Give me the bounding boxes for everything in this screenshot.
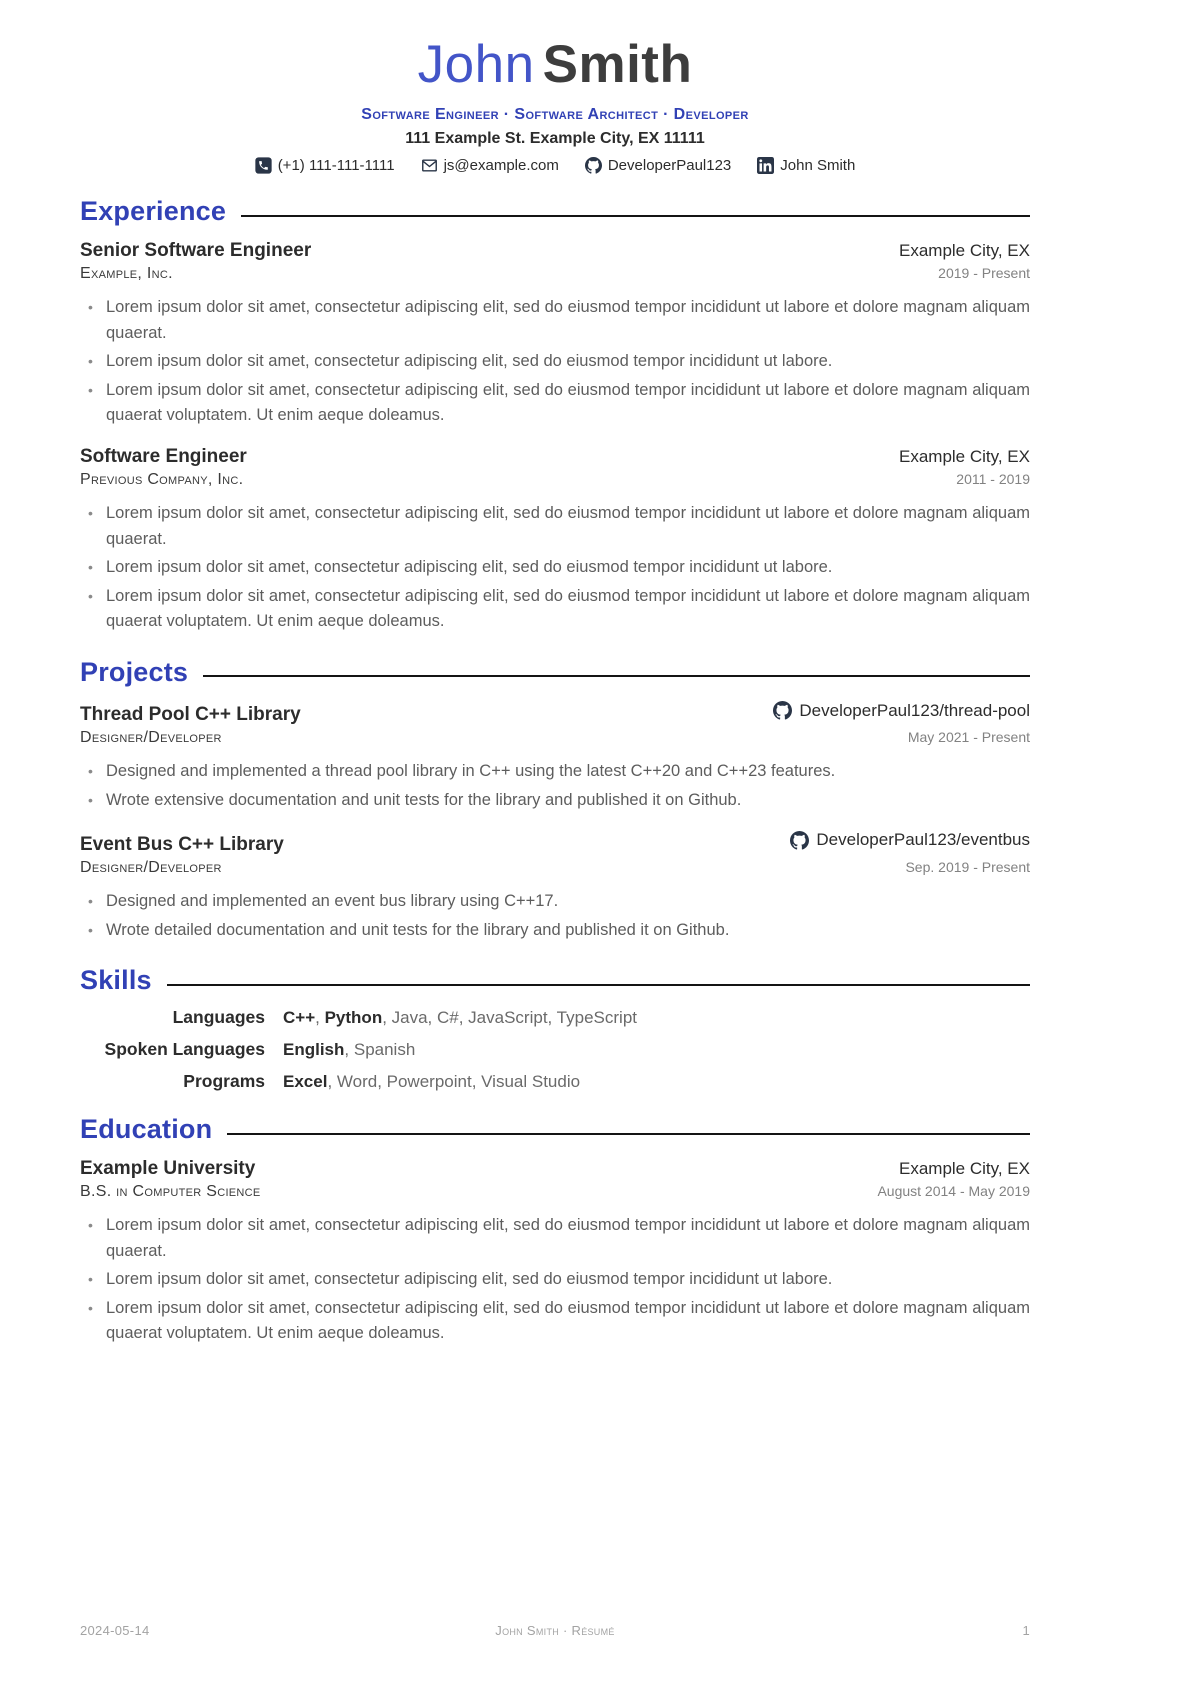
project-dates: Sep. 2019 - Present [905, 858, 1030, 875]
section-experience [80, 196, 1030, 635]
skill-label: Languages [172, 1007, 265, 1028]
skill-value-part: English [283, 1040, 345, 1060]
section-title: Skills [80, 965, 152, 996]
bullet-item: • Lorem ipsum dolor sit amet, consectetur adipiscing elit, sed do eiusmod tempor incididunt ut labore et dolore magnam aliquam quaerat voluptatem. Ut enim aeque doleamus. [80, 1296, 1030, 1347]
bullet-item: • Wrote extensive documentation and unit tests for the library and published it on Github. [80, 788, 1030, 814]
bullet-item: • Wrote detailed documentation and unit tests for the library and published it on Github. [80, 918, 1030, 944]
section-projects [80, 657, 1030, 943]
section-education-header [80, 1114, 1030, 1145]
first-name: John [417, 35, 535, 94]
project-title: Thread Pool C++ Library [80, 704, 301, 726]
skill-value-part: , Spanish [344, 1040, 416, 1060]
bullet-list [80, 1213, 1030, 1347]
address: 111 Example St. Example City, EX 11111 [405, 130, 705, 148]
phone-icon [255, 157, 272, 174]
contact-row [80, 157, 1030, 174]
section-title: Experience [80, 196, 227, 227]
linkedin-icon [757, 157, 774, 174]
skill-value-part: , Word, Powerpoint, Visual Studio [327, 1072, 581, 1092]
school-name: Example University [80, 1158, 256, 1180]
job-title: Senior Software Engineer [80, 240, 312, 262]
last-name: Smith [542, 35, 693, 94]
bullet-item: • Designed and implemented an event bus library using C++17. [80, 889, 1030, 915]
job-title: Software Engineer [80, 446, 247, 468]
section-skills-header [80, 965, 1030, 996]
bullet-list [80, 889, 1030, 943]
section-title: Education [80, 1114, 213, 1145]
education-dates: August 2014 - May 2019 [877, 1183, 1030, 1200]
section-rule [241, 215, 1030, 217]
section-title: Projects [80, 656, 189, 687]
bullet-item: • Lorem ipsum dolor sit amet, consectetur adipiscing elit, sed do eiusmod tempor incididunt ut labore et dolore magnam aliquam quaerat voluptatem. Ut enim aeque doleamus. [80, 584, 1030, 635]
job-dates: 2019 - Present [938, 265, 1030, 282]
project-role: Designer/Developer [80, 729, 222, 747]
experience-entry [80, 446, 1030, 635]
section-skills [80, 965, 1030, 1092]
project-role: Designer/Developer [80, 858, 222, 876]
degree: B.S. in Computer Science [80, 1183, 261, 1201]
bullet-item: • Lorem ipsum dolor sit amet, consectetur adipiscing elit, sed do eiusmod tempor incididunt ut labore et dolore magnam aliquam quaerat voluptatem. Ut enim aeque doleamus. [80, 378, 1030, 429]
section-rule [167, 984, 1030, 986]
project-dates: May 2021 - Present [907, 729, 1030, 746]
job-dates: 2011 - 2019 [956, 471, 1030, 488]
project-repo-link[interactable] [790, 830, 1030, 850]
github-icon [585, 157, 602, 174]
bullet-item: • Designed and implemented a thread pool library in C++ using the latest C++20 and C++23 features. [80, 759, 1030, 785]
bullet-item: • Lorem ipsum dolor sit amet, consectetur adipiscing elit, sed do eiusmod tempor incididunt ut labore. [80, 1267, 1030, 1293]
contact-email[interactable] [421, 157, 559, 174]
skill-row [80, 1039, 1030, 1060]
skill-value [283, 1040, 415, 1060]
skill-value-part: C++ [283, 1008, 316, 1028]
experience-entry [80, 240, 1030, 429]
section-experience-header [80, 196, 1030, 227]
skill-value-part: , Java, C#, JavaScript, TypeScript [382, 1008, 637, 1028]
bullet-item: • Lorem ipsum dolor sit amet, consectetur adipiscing elit, sed do eiusmod tempor incididunt ut labore. [80, 349, 1030, 375]
contact-github-text: DeveloperPaul123 [607, 157, 732, 175]
project-entry [80, 701, 1030, 814]
section-rule [203, 675, 1030, 677]
github-icon [773, 701, 792, 720]
skill-value [283, 1008, 637, 1028]
bullet-item: • Lorem ipsum dolor sit amet, consectetur adipiscing elit, sed do eiusmod tempor incididunt ut labore et dolore magnam aliquam quaerat. [80, 501, 1030, 552]
project-repo-text: DeveloperPaul123/eventbus [816, 830, 1030, 850]
skill-value-part: Excel [283, 1072, 328, 1092]
job-location: Example City, EX [898, 447, 1030, 467]
project-title: Event Bus C++ Library [80, 833, 284, 855]
footer-date: 2024-05-14 [80, 1623, 150, 1638]
github-icon [790, 831, 809, 850]
skill-label: Spoken Languages [104, 1039, 265, 1060]
section-projects-header [80, 657, 1030, 688]
resume-header [80, 36, 1030, 174]
skill-value-part: Python [324, 1008, 383, 1028]
skill-value [283, 1072, 580, 1092]
footer-page-number: 1 [1022, 1623, 1030, 1638]
bullet-item: • Lorem ipsum dolor sit amet, consectetur adipiscing elit, sed do eiusmod tempor incididunt ut labore et dolore magnam aliquam quaerat. [80, 1213, 1030, 1264]
skill-value-part: , [315, 1008, 325, 1028]
contact-github[interactable] [585, 157, 731, 174]
skill-label: Programs [183, 1071, 265, 1092]
full-name [80, 36, 1030, 93]
tagline: Software Engineer · Software Architect · Developer [361, 106, 749, 124]
footer-title: John Smith · Résumé [495, 1623, 615, 1638]
bullet-item: • Lorem ipsum dolor sit amet, consectetur adipiscing elit, sed do eiusmod tempor incididunt ut labore. [80, 555, 1030, 581]
contact-linkedin-text: John Smith [780, 157, 856, 175]
section-education [80, 1114, 1030, 1347]
job-location: Example City, EX [898, 241, 1030, 261]
job-organization: Previous Company, Inc. [80, 471, 244, 489]
school-location: Example City, EX [898, 1159, 1030, 1179]
contact-phone[interactable] [255, 157, 395, 174]
section-rule [227, 1133, 1030, 1135]
skill-row [80, 1007, 1030, 1028]
contact-email-text: js@example.com [443, 157, 559, 175]
project-repo-text: DeveloperPaul123/thread-pool [799, 700, 1030, 720]
page-footer [80, 1623, 1030, 1638]
bullet-list [80, 759, 1030, 813]
education-entry [80, 1158, 1030, 1347]
bullet-list [80, 501, 1030, 635]
project-repo-link[interactable] [773, 701, 1030, 721]
project-entry [80, 830, 1030, 943]
email-icon [421, 157, 438, 174]
bullet-item: • Lorem ipsum dolor sit amet, consectetur adipiscing elit, sed do eiusmod tempor incididunt ut labore et dolore magnam aliquam quaerat. [80, 295, 1030, 346]
contact-linkedin[interactable] [757, 157, 855, 174]
contact-phone-text: (+1) 111-111-1111 [277, 157, 395, 175]
bullet-list [80, 295, 1030, 429]
job-organization: Example, Inc. [80, 265, 173, 283]
skill-row [80, 1071, 1030, 1092]
